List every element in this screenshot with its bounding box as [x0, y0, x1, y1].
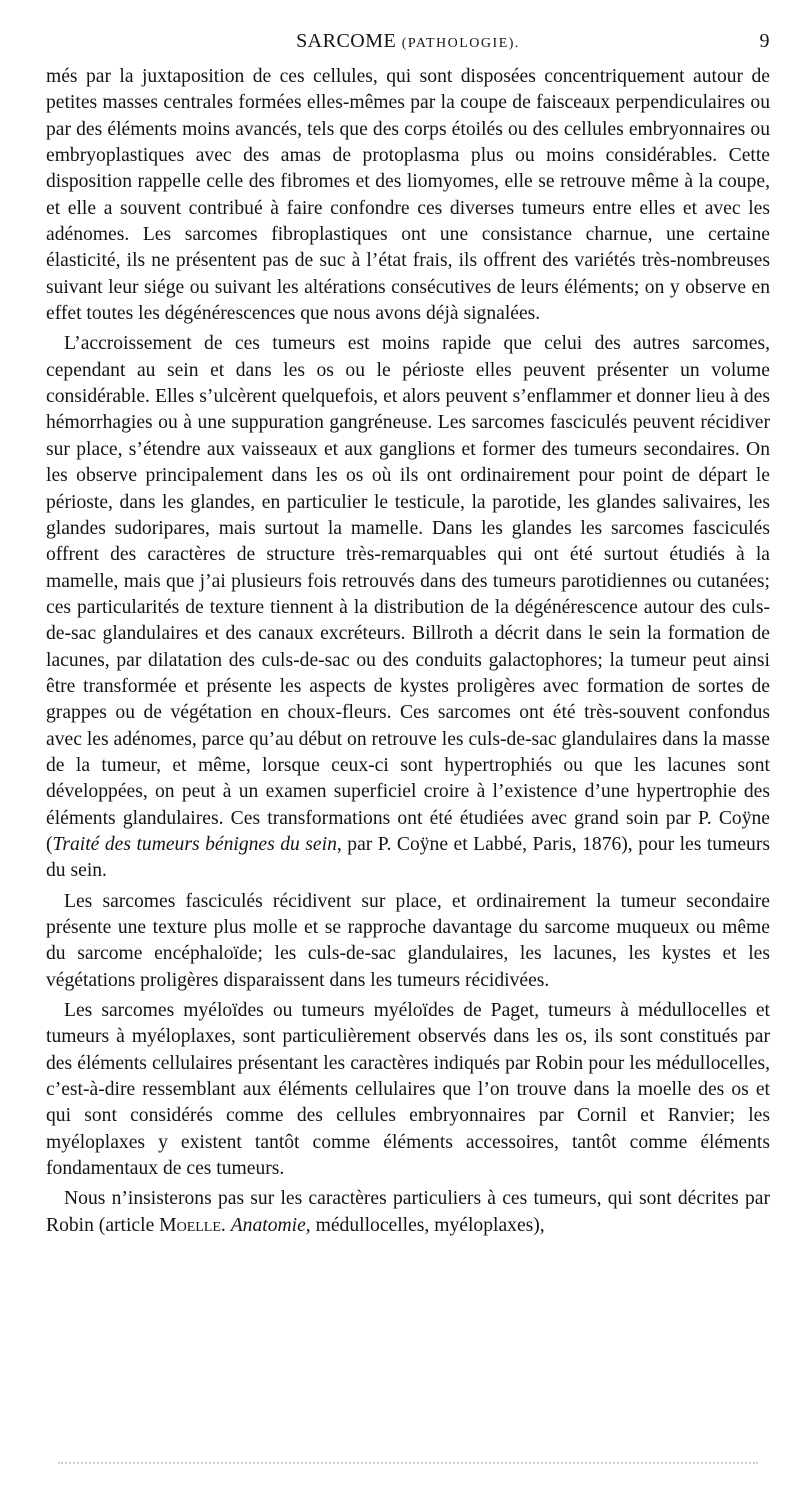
- paragraph-continued: més par la juxtaposition de ces cellules, qui sont disposées concentriquement autour de petites masses centrales formées elles-mêmes par la coupe de faisceaux perpendiculaires ou par des éléments moins avancés, tels que des corps étoilés ou des cellules embryonnaires ou embryoplastiques avec des amas de protoplasma plus ou moins considérables. Cette disposition rappelle celle des fibromes et des liomyomes, elle se retrouve même à la coupe, et elle a souvent contribué à faire confondre ces diverses tumeurs entre elles et avec les adénomes. Les sarcomes fibroplastiques ont une consistance charnue, une certaine élasticité, ils ne présentent pas de suc à l’état frais, ils offrent des variétés très-nombreuses suivant leur siége ou suivant les altérations consécutives de leurs éléments; on y observe en effet toutes les dégénérescences que nous avons déjà signalées.: [46, 66, 770, 325]
- paragraph-robin-text: Nous n’insisterons pas sur les caractères particuliers à ces tumeurs, qui sont décrites par Robin (article: [46, 1188, 770, 1236]
- article-subject: Anatomie,: [230, 1214, 311, 1236]
- book-title-reference: Traité des tumeurs bénignes du sein: [52, 833, 337, 855]
- paragraph-growth: [46, 331, 770, 884]
- paragraph-robin-text-end: médullocelles, myéloplaxes),: [310, 1214, 545, 1236]
- paragraph-growth-text: L’accroissement de ces tumeurs est moins rapide que celui des autres sarcomes, cependant au sein et dans les os ou le périoste elles peuvent présenter un volume considérable. Elles s’ulcèrent quelquefois, et alors peuvent s’enflammer et donner lieu à des hémorrhagies ou à une suppuration gangréneuse. Les sarcomes fasciculés peuvent récidiver sur place, s’étendre aux vaisseaux et aux ganglions et former des tumeurs secondaires. On les observe principalement dans les os où ils ont ordinairement pour point de départ le périoste, dans les glandes, en particulier le testicule, la parotide, les glandes salivaires, les glandes sudoripares, mais surtout la mamelle. Dans les glandes les sarcomes fasciculés offrent des caractères de structure très-remarquables qui ont été surtout étudiés à la mamelle, mais que j’ai plusieurs fois retrouvés dans des tumeurs parotidiennes ou cutanées; ces particularités de texture tiennent à la distribution de la dégénérescence autour des culs-de-sac glandulaires et des canaux excréteurs. Billroth a décrit dans le sein la formation de lacunes, par dilatation des culs-de-sac ou des conduits galactophores; la tumeur peut ainsi être transformée et présente les aspects de kystes proligères avec formation de sortes de grappes ou de végétation en choux-fleurs. Ces sarcomes ont été très-souvent confondus avec les adénomes, parce qu’au début on retrouve les culs-de-sac glandulaires dans la masse de la tumeur, et même, lorsque ceux-ci sont hypertrophiés ou que les lacunes sont développées, on peut à un examen superficiel croire à l’existence d’une hypertrophie des éléments glandulaires. Ces transformations ont été étudiées avec grand soin par P. Coÿne (: [46, 333, 770, 855]
- paragraph-recurrence: Les sarcomes fasciculés récidivent sur place, et ordinairement la tumeur secondaire présente une texture plus molle et se rapproche davantage du sarcome muqueux ou même du sarcome encéphaloïde; les culs-de-sac glandulaires, les lacunes, les kystes et les végétations proligères disparaissent dans les tumeurs récidivées.: [46, 890, 770, 991]
- running-header: [46, 30, 770, 60]
- article-reference: Moelle.: [159, 1214, 226, 1236]
- running-title-main: SARCOME: [296, 30, 397, 52]
- body-text: [46, 64, 770, 1239]
- bottom-bleed-line: [58, 1462, 758, 1464]
- paragraph-growth-text-end: , par P. Coÿne et Labbé, Paris, 1876), pour les tumeurs du sein.: [46, 833, 770, 882]
- running-title-section: (PATHOLOGIE).: [401, 36, 520, 51]
- paragraph-myeloid: Les sarcomes myéloïdes ou tumeurs myéloïdes de Paget, tumeurs à médullocelles et tumeurs à myéloplaxes, sont particulièrement observés dans les os, ils sont constitués par des éléments cellulaires présentant les caractères indiqués par Robin pour les médullocelles, c’est-à-dire ressemblant aux éléments cellulaires que l’on trouve dans la moelle des os et qui sont considérés comme des cellules embryonnaires par Cornil et Ranvier; les myéloplaxes y existent tantôt comme éléments accessoires, tantôt comme éléments fondamentaux de ces tumeurs.: [46, 1000, 770, 1180]
- running-title: [46, 30, 770, 53]
- paragraph-robin: [46, 1186, 770, 1239]
- page-number: 9: [759, 30, 770, 52]
